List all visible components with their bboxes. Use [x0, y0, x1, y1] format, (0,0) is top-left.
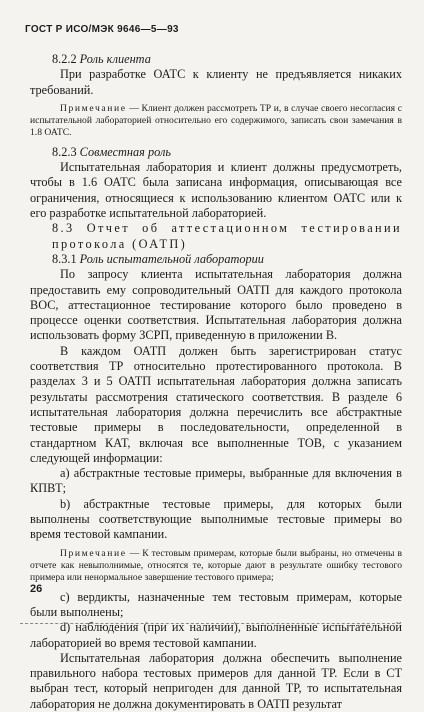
paragraph: В каждом ОАТП должен быть зарегистрирован статус соответствия ТР относительно протестированного протокола. В разделах 3 и 5 ОАТП испытательная лаборатория должна записать результаты рассмотрения статического соответствия. В разделе 6 испытательная лаборатория должна перечислить все абстрактные тестовые примеры в последовательности, определенной в стандартном КАТ, включая все выполненные ТОВ, с указанием следующей информации:	[30, 343, 402, 465]
page-body	[30, 52, 402, 712]
note	[30, 548, 402, 584]
note	[30, 103, 402, 139]
bottom-divider	[20, 623, 400, 624]
note-text: — К тестовым примерам, которые были выбраны, но отмечены в отчете как невыполнимые, относятся те, которые дают в результате ошибку тестового примера или ненормальное завершение тестового примера;	[30, 547, 402, 583]
section-8-3-1-heading	[30, 252, 402, 267]
list-item: b) абстрактные тестовые примеры, для которых были выполнены соответствующие выполнимые тестовые примеры во время тестовой кампании.	[30, 496, 402, 542]
page-number: 26	[30, 583, 43, 595]
section-number: 8.2.3	[52, 144, 77, 159]
list-item: с) вердикты, назначенные тем тестовым примерам, которые были выполнены;	[30, 589, 402, 619]
paragraph: По запросу клиента испытательная лаборатория должна предоставить ему сопроводительный ОАТП для каждого протокола ВОС, аттестационное тестирование которого было проведено в процессе оценки соответствия. Испытательная лаборатория должна использовать форму ЗСРП, приведенную в приложении В.	[30, 267, 402, 343]
paragraph: При разработке ОАТС к клиенту не предъявляется никаких требований.	[30, 67, 402, 97]
section-title: Роль клиента	[79, 52, 151, 66]
section-title: Роль испытательной лаборатории	[79, 251, 264, 266]
section-8-2-3-heading	[30, 145, 402, 160]
paragraph: Испытательная лаборатория и клиент должны предусмотреть, чтобы в 1.6 ОАТС была записана информация, описывающая все ограничения, относящиеся к использованию клиентом ОАТС или к его разработке испытательной лабораторией.	[30, 160, 402, 221]
list-item: d) наблюдения (при их наличии), выполненные испытательной лабораторией во время тестовой кампании.	[30, 620, 402, 650]
section-title: Совместная роль	[79, 144, 171, 159]
paragraph: Испытательная лаборатория должна обеспечить выполнение правильного набора тестовых примеров для данной ТР. Если в СТ выбран тест, который непригоден для данной ТР, то испытательная лаборатория не должна документировать в ОАТП результат	[30, 650, 402, 711]
section-number: 8.3.1	[52, 251, 77, 266]
note-label: Примечание	[60, 547, 127, 559]
note-text: — Клиент должен рассмотреть ТР и, в случае своего несогласия с испытательной лабораторией относительно его содержимого, записать свои замечания в 1.8 ОАТС.	[30, 102, 402, 138]
section-8-3-heading: 8.3 Отчет об аттестационном тестировании протокола (ОАТП)	[52, 221, 402, 251]
note-label: Примечание	[60, 102, 127, 114]
section-number: 8.2.2	[52, 52, 77, 66]
section-8-2-2-heading	[30, 52, 402, 67]
list-item: а) абстрактные тестовые примеры, выбранные для включения в КПВТ;	[30, 466, 402, 496]
page-header: ГОСТ Р ИСО/МЭК 9646—5—93	[25, 24, 179, 35]
